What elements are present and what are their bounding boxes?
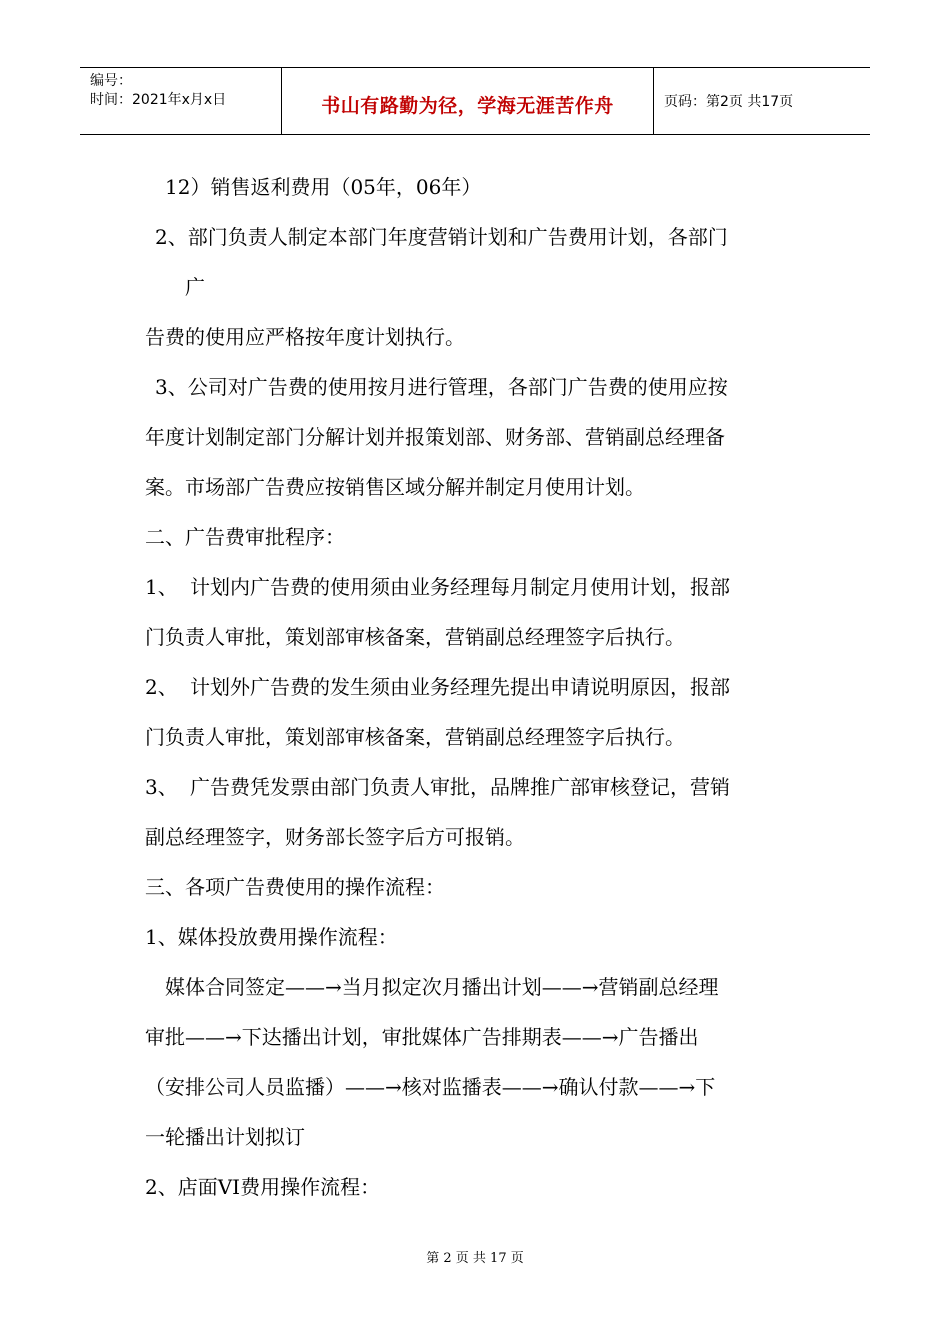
list-item-number: 3、: [145, 775, 178, 799]
document-body: [145, 162, 810, 1212]
header-page-label: 页码：第2页 共17页: [664, 94, 794, 110]
section-heading: 三、各项广告费使用的操作流程：: [145, 875, 445, 899]
footer-page-number: 第 2 页 共 17 页: [426, 1251, 524, 1266]
page-header: [80, 67, 870, 135]
body-line: 审批——→下达播出计划，审批媒体广告排期表——→广告播出: [145, 1025, 699, 1049]
list-item-number: 1、: [145, 575, 178, 599]
section-heading: 二、广告费审批程序：: [145, 525, 345, 549]
list-item-text: 计划内广告费的使用须由业务经理每月制定月使用计划，报部: [190, 575, 730, 599]
body-line: 年度计划制定部门分解计划并报策划部、财务部、营销副总经理备: [145, 425, 725, 449]
body-line: 副总经理签字，财务部长签字后方可报销。: [145, 825, 525, 849]
document-number-label: 编号：: [90, 73, 132, 89]
body-line: 3、公司对广告费的使用按月进行管理，各部门广告费的使用应按: [155, 375, 728, 399]
body-line: 12）销售返利费用（05年，06年）: [165, 175, 482, 199]
list-item: [145, 562, 810, 612]
body-line: 门负责人审批，策划部审核备案，营销副总经理签字后执行。: [145, 725, 685, 749]
subsection-heading: 1、媒体投放费用操作流程：: [145, 925, 398, 949]
body-line: 告费的使用应严格按年度计划执行。: [145, 325, 465, 349]
body-line: 2、部门负责人制定本部门年度营销计划和广告费用计划，各部门: [155, 225, 728, 249]
header-meta: [80, 68, 282, 134]
list-item-text: 计划外广告费的发生须由业务经理先提出申请说明原因，报部: [190, 675, 730, 699]
header-motto: 书山有路勤为径，学海无涯苦作舟: [321, 94, 614, 117]
page-footer: [0, 1247, 950, 1266]
body-line: 媒体合同签定——→当月拟定次月播出计划——→营销副总经理: [165, 975, 719, 999]
body-line: 门负责人审批，策划部审核备案，营销副总经理签字后执行。: [145, 625, 685, 649]
header-page-info: [654, 68, 870, 134]
header-motto-cell: [282, 68, 654, 134]
document-date-label: 时间：2021年x月x日: [90, 92, 227, 108]
list-item-text: 广告费凭发票由部门负责人审批，品牌推广部审核登记，营销: [190, 775, 730, 799]
body-line: 一轮播出计划拟订: [145, 1125, 305, 1149]
subsection-heading: 2、店面VI费用操作流程：: [145, 1175, 381, 1199]
body-line: （安排公司人员监播）——→核对监播表——→确认付款——→下: [145, 1075, 716, 1099]
list-item: [145, 762, 810, 812]
body-line: 案。市场部广告费应按销售区域分解并制定月使用计划。: [145, 475, 645, 499]
list-item-number: 2、: [145, 675, 178, 699]
list-item: [145, 662, 810, 712]
body-line: 广: [185, 275, 205, 299]
